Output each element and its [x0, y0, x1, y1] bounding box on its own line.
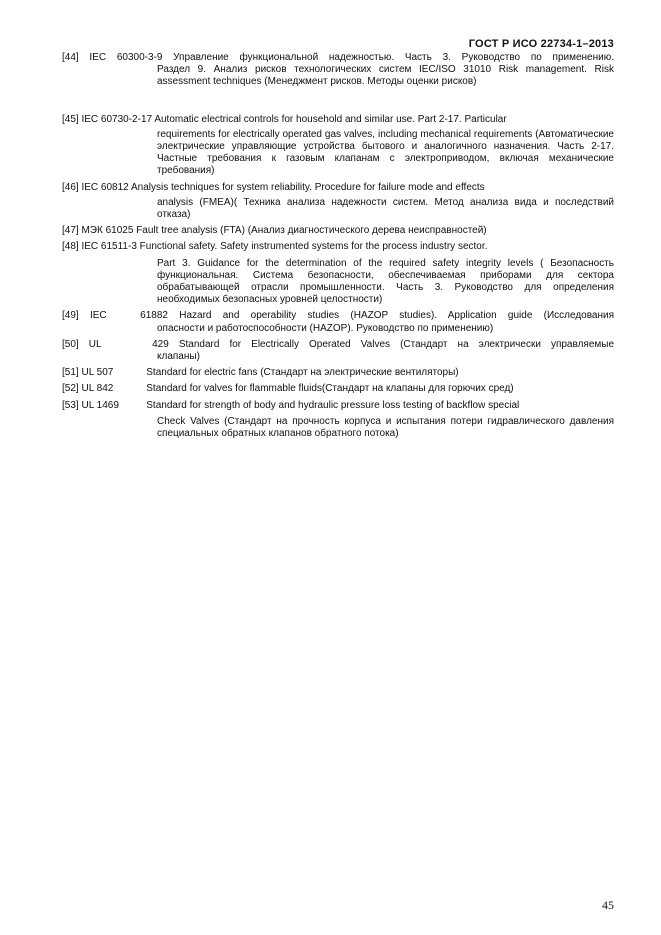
reference-item-53 [62, 400, 614, 441]
reference-continuation: клапаны) [157, 351, 200, 363]
reference-first-line [62, 367, 614, 379]
reference-list [62, 52, 614, 440]
reference-number: [52] [62, 383, 79, 395]
reference-first-line [62, 339, 614, 351]
reference-code: IEC 60300-3-9 [89, 52, 163, 63]
reference-continuation: requirements for electrically operated gas valves, including mechanical requirements (Автоматические электрические управляющие устройства бытового и аналогичного назначения. Часть 2-17. Частные требования к газовым клапанам с электроприводом, включая механические требования) [157, 128, 614, 177]
reference-item-45 [62, 114, 614, 178]
reference-item-50 [62, 339, 614, 363]
reference-first-line [62, 310, 614, 322]
reference-number: [49] [62, 310, 79, 322]
reference-continuation: Check Valves (Стандарт на прочность корпуса и испытания потери гидравлического давления специальных обратных клапанов обратного потока) [157, 415, 614, 440]
reference-item-44 [62, 52, 614, 89]
reference-item-47 [62, 225, 614, 237]
reference-number: [44] [62, 52, 79, 63]
reference-continuation: Раздел 9. Анализ рисков технологических систем IEC/ISO 31010 Risk management. Risk assessment techniques (Менеджмент рисков. Методы оценки рисков) [157, 64, 614, 88]
reference-title: Standard for Electrically Operated Valves (Стандарт на электрически управляемые [178, 338, 615, 350]
reference-first-line [62, 114, 614, 126]
reference-number: [45] [62, 113, 79, 125]
reference-item-49 [62, 310, 614, 334]
reference-title: Automatic electrical controls for household and similar use. Part 2-17. Particular [154, 113, 507, 125]
reference-title: Standard for valves for flammable fluids(Стандарт на клапаны для горючих сред) [146, 383, 514, 395]
page-number: 45 [602, 898, 614, 912]
reference-code: UL 842 [81, 383, 114, 395]
reference-number: [48] [62, 241, 79, 253]
reference-code: IEC 61511-3 [81, 241, 137, 253]
reference-code: UL 507 [81, 367, 114, 379]
reference-first-line [62, 400, 614, 412]
reference-title: Hazard and operability studies (HAZOP studies). Application guide (Исследования [179, 310, 615, 322]
reference-number: [53] [62, 399, 79, 411]
reference-first-line [62, 241, 614, 253]
reference-number: [51] [62, 367, 79, 379]
reference-number: [47] [62, 225, 79, 237]
reference-title: Fault tree analysis (FTA) (Анализ диагностического дерева неисправностей) [136, 225, 487, 237]
reference-first-line [62, 225, 614, 237]
reference-item-46 [62, 182, 614, 222]
reference-title: Standard for electric fans (Стандарт на электрические вентиляторы) [146, 367, 459, 379]
reference-number: [50] [62, 338, 79, 350]
reference-continuation: analysis (FMEA)( Техника анализа надежности систем. Метод анализа вида и последствий отказа) [157, 196, 614, 221]
reference-title: Analysis techniques for system reliability. Procedure for failure mode and effects [130, 181, 485, 193]
reference-continuation: опасности и работоспособности (HAZOP). Руководство по применению) [157, 322, 494, 334]
document-header: ГОСТ Р ИСО 22734-1–2013 [468, 38, 614, 50]
reference-code: UL 429 [88, 338, 169, 350]
reference-continuation: Part 3. Guidance for the determination of the required safety integrity levels ( Безопасность функциональная. Система безопасности, обеспечиваемая приборами для сектора обрабатывающей отрасли промышленности. Часть 3. Руководство для определения необходимых безопасных уровней целостности) [157, 257, 614, 306]
reference-item-48 [62, 241, 614, 306]
reference-first-line [62, 182, 614, 194]
reference-title: Functional safety. Safety instrumented systems for the process industry sector. [139, 241, 488, 253]
reference-code: IEC 60812 [81, 181, 129, 193]
reference-code: IEC 60730-2-17 [81, 113, 153, 125]
reference-code: IEC 61882 [89, 310, 168, 322]
reference-first-line [62, 52, 614, 64]
reference-code: МЭК 61025 [81, 225, 134, 237]
reference-first-line [62, 383, 614, 395]
reference-code: UL 1469 [81, 399, 119, 411]
reference-number: [46] [62, 181, 79, 193]
reference-title: Управление функциональной надежностью. Часть 3. Руководство по применению. [173, 52, 614, 63]
reference-title: Standard for strength of body and hydraulic pressure loss testing of backflow special [146, 399, 520, 411]
reference-item-51 [62, 367, 614, 379]
reference-item-52 [62, 383, 614, 395]
